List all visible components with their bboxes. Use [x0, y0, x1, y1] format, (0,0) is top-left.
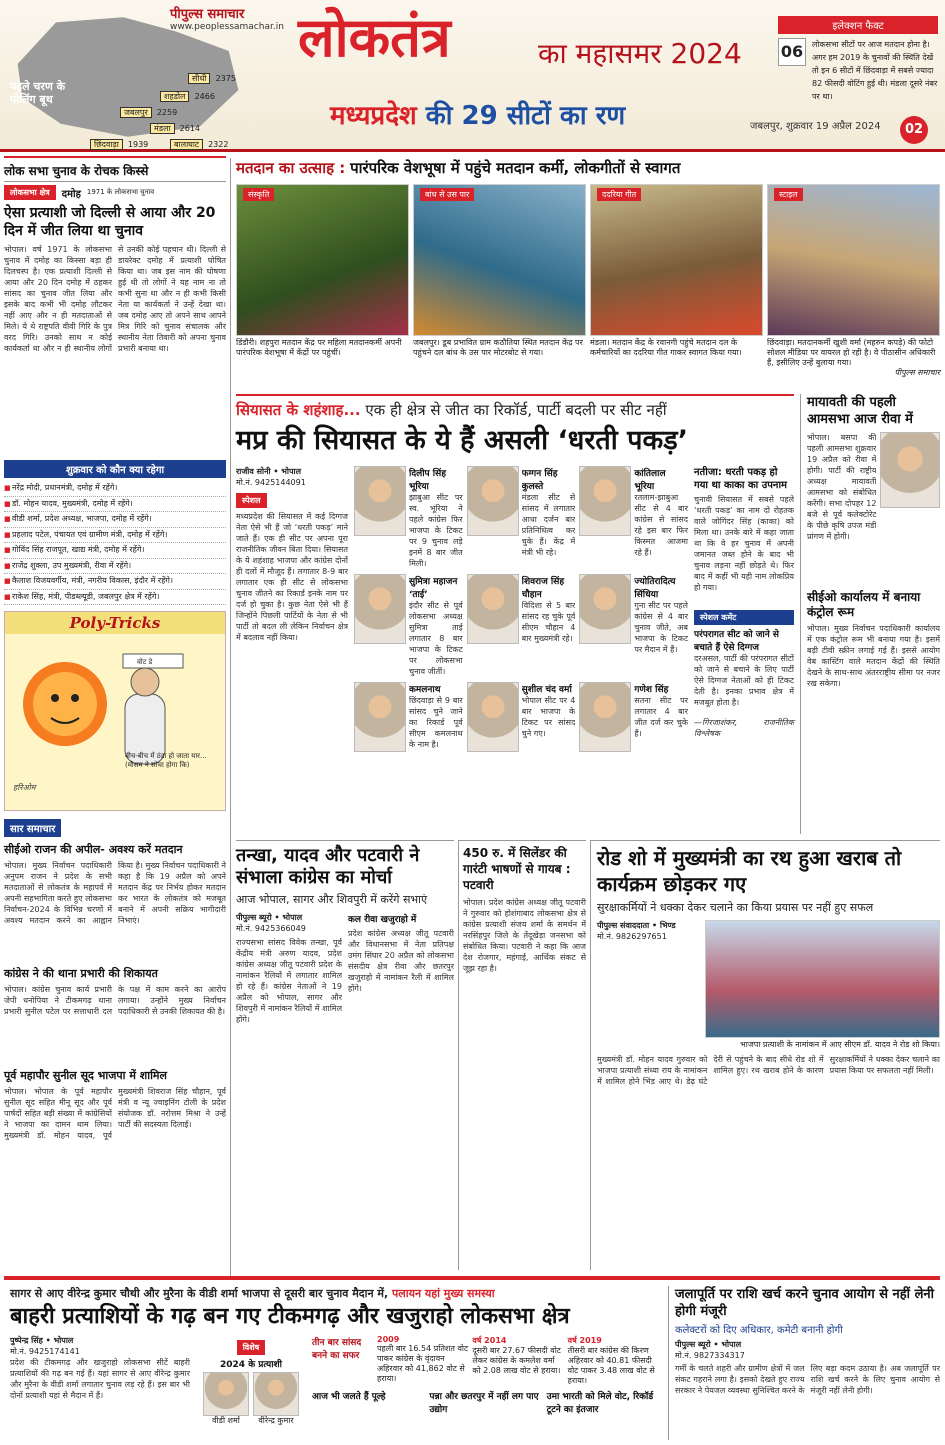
district-count: 2322 — [208, 140, 229, 149]
water-body: गर्मी के चलते शहरी और ग्रामीण क्षेत्रों में जल संकट गहराने लगा है। इसको देखते हुए राज्य सरकार ने पेयजल व्यवस्था सुनिश्चित करने के लिए बड़ा कदम उठाया है। अब जलापूर्ति पर राशि खर्च करने के लिए चुनाव आयोग से मंजूरी नहीं लेनी होगी। — [675, 1364, 940, 1395]
left-section-header — [4, 156, 226, 182]
year-label: 2009 — [377, 1335, 400, 1344]
masthead-strip — [330, 96, 625, 132]
profile-text: रतलाम-झाबुआ सीट से 4 बार कांग्रेस से सांसद रहे इस बार फिर किस्मत आजमा रहे हैं। — [634, 493, 688, 557]
photo-image — [590, 184, 763, 336]
photo-row — [236, 184, 940, 378]
three-times-box — [312, 1335, 660, 1426]
profile-photo — [579, 574, 631, 644]
masthead-subtitle: का महासमर 2024 — [538, 37, 742, 70]
control-room-body: भोपाल। मुख्य निर्वाचन पदाधिकारी कार्यालय में एक कंट्रोल रूम भी बनाया गया है। इसमें बड़ी टीवी स्क्रीन लगाई गई हैं। इससे आयोग वेब कास्टिंग वाले मतदान केंद्रों की स्थिति देखने के साथ-साथ अंतरराष्ट्रीय सीमा पर नजर रख सकेगा। — [807, 624, 940, 688]
road-headline: रोड शो में मुख्यमंत्री का रथ हुआ खराब तो कार्यक्रम छोड़कर गए — [597, 846, 902, 896]
district-count: 2614 — [179, 124, 201, 133]
three-times-headline: तीन बार सांसद बनने का सफर — [312, 1338, 362, 1361]
sood-headline: पूर्व महापौर सुनील सूद भाजपा में शामिल — [4, 1069, 167, 1082]
photo-tag: बांध से उस पार — [420, 188, 474, 201]
strip-rest: की 29 सीटों का रण — [425, 101, 626, 131]
district-count: 1939 — [127, 140, 149, 149]
profile-photo — [354, 466, 406, 536]
profiles-grid — [354, 466, 688, 786]
who-where-list — [4, 481, 226, 605]
year-card — [472, 1335, 564, 1386]
special-comment-tag: स्पेशल कमेंट — [694, 610, 794, 625]
list-item: ■ राजेंद्र शुक्ला, उप मुख्यमंत्री, रीवा में रहेंगे। — [4, 559, 226, 575]
story1-headline: ऐसा प्रत्याशी जो दिल्ली से आया और 20 दिन में जीत लिया था चुनाव — [4, 205, 216, 239]
profile-text: झाबुआ सीट पर स्व. भूरिया ने पहले कांग्रेस फिर भाजपा के टिकट पर 9 चुनाव लड़े इनमें 8 बार जीत मिली। — [409, 493, 463, 568]
profile-photo — [467, 466, 519, 536]
profile-text: मंडला सीट से सांसद में लगातार आधा दर्जन बार प्रतिनिधित्व कर चुके हैं। केंद्र में मंत्री भी रहे। — [521, 493, 576, 557]
profile-name: गणेश सिंह — [634, 685, 669, 695]
sub-heads — [312, 1389, 660, 1415]
panna-headline: पन्ना और छतरपुर में नहीं लग पाए उद्योग — [429, 1392, 539, 1415]
dharti-body — [236, 466, 794, 786]
list-item: ■ वीडी शर्मा, प्रदेश अध्यक्ष, भाजपा, दमोह में रहेंगे। — [4, 512, 226, 528]
right-column — [800, 394, 940, 834]
photo-credit: पीपुल्स समाचार — [894, 368, 940, 377]
profile-card — [467, 574, 576, 678]
control-room-headline: सीईओ कार्यालय में बनाया कंट्रोल रूम — [807, 590, 921, 619]
election-fact-text: लोकसभा सीटों पर आज मतदान होना है। अगर हम 2019 के चुनावों की स्थिति देखें तो इन 6 सीटों में छिंदवाड़ा में सबसे ज्यादा 82 फीसदी वोटिंग हुई थी। मंडला दूसरे नंबर पर था। — [812, 40, 938, 101]
candidate-photos — [196, 1372, 306, 1426]
nageej-column — [694, 466, 794, 786]
district-name: शहडोल — [160, 91, 189, 102]
water-byline: पीपुल्स ब्यूरो • भोपाल — [675, 1340, 742, 1349]
water-subhead: कलेक्टरों को दिए अधिकार, कमेटी बनानी होगी — [675, 1325, 843, 1336]
road-mobile: मो.नं. 9826297651 — [597, 932, 667, 941]
left-column — [4, 156, 226, 1276]
profile-name: ज्योतिरादित्य सिंधिया — [634, 577, 676, 600]
list-item: ■ डॉ. मोहन यादव, मुख्यमंत्री, दमोह में रहेंगे। — [4, 497, 226, 513]
gas-body: भोपाल। प्रदेश कांग्रेस अध्यक्ष जीतू पटवारी ने गुरुवार को होशंगाबाद लोकसभा क्षेत्र से कांग्रेस प्रत्याशी संजय शर्मा के समर्थन में नरसिंहपुर जिले के तेंदूखेड़ा जनसभा को संबोधित किया। पटवारी ने कहा कि आज देश रोजगार, महंगाई, आर्थिक संकट से जूझ रहा है। — [463, 898, 586, 973]
story1-year: 1971 के लोकसभा चुनाव — [86, 188, 155, 196]
list-item: ■ प्रहलाद पटेल, पंचायत एवं ग्रामीण मंत्री, दमोह में रहेंगे। — [4, 528, 226, 544]
district-name: जबलपुर — [120, 107, 152, 118]
photo-card — [767, 184, 940, 378]
ceo-appeal-headline: सीईओ राजन की अपील- अवश्य करें मतदान — [4, 843, 183, 856]
candidate-card — [253, 1372, 299, 1426]
candidate-photo — [203, 1372, 249, 1416]
photo-tag: स्टाइल — [774, 188, 803, 201]
story1-tag: लोकसभा क्षेत्र — [4, 185, 56, 200]
candidates-box — [196, 1335, 306, 1426]
top-photo-story — [236, 158, 940, 388]
road-show-story — [590, 840, 940, 1270]
comment-author: —गिरजाशंकर, राजनीतिक विश्लेषक — [694, 718, 794, 738]
profile-name: सुशील चंद वर्मा — [521, 685, 572, 695]
profile-photo — [579, 682, 631, 752]
road-subhead: सुरक्षाकर्मियों ने धक्का देकर चलाने का किया प्रयास पर नहीं हुए सफल — [597, 901, 874, 914]
story1-meta — [4, 185, 226, 200]
story1-place: दमोह — [61, 188, 81, 200]
photo-caption: मंडला। मतदान केंद्र के रवानगी पहुंचे मतदान दल के कर्मचारियों का ददरिया गीत गाकर स्वागत किया गया। — [590, 338, 742, 357]
list-item: ■ नरेंद्र मोदी, प्रधानमंत्री, दमोह में रहेंगे। — [4, 481, 226, 497]
year-text: पहली बार 16.54 प्रतिशत वोट पाकर कांग्रेस के वृंदावन अहिरवार को 41,862 वोट से हराया। — [377, 1344, 469, 1383]
outsider-headline: बाहरी प्रत्याशियों के गढ़ बन गए टीकमगढ़ और खजुराहो लोकसभा क्षेत्र — [10, 1304, 570, 1329]
election-fact-number: 06 — [778, 38, 806, 66]
outsider-body-row — [10, 1335, 660, 1426]
photo-card — [236, 184, 409, 378]
profile-name: फग्गन सिंह कुलस्ते — [521, 469, 558, 492]
mayawati-photo — [880, 432, 940, 508]
left-section-title: लोक सभा चुनाव के रोचक किस्से — [4, 164, 149, 178]
poly-tricks-title: Poly-Tricks — [5, 612, 225, 634]
candidate-name: वीरेन्द्र कुमार — [258, 1416, 294, 1425]
cartoon-sign: वोट डे — [137, 658, 153, 666]
trio-mobile: मो.नं. 9425366049 — [236, 924, 306, 933]
water-mobile: मो.नं. 9827334317 — [675, 1351, 745, 1360]
trio-col-a — [236, 912, 342, 1218]
profile-card — [354, 574, 463, 678]
congress-complaint-body: भोपाल। कांग्रेस चुनाव कार्य प्रभारी जेपी धनोपिया ने टीकमगढ़ थाना प्रभारी सुनील पटेल पर सत्ताधारी दल के पक्ष में काम करने का आरोप लगाया। उन्होंने मुख्य निर्वाचन पदाधिकारी से उनकी शिकायत की है। — [4, 985, 226, 1016]
special-tag: स्पेशल — [236, 493, 267, 508]
dharti-lead-col — [236, 466, 348, 786]
strip-state: मध्यप्रदेश — [330, 101, 417, 131]
road-byline-col — [597, 920, 699, 1038]
byline: राजीव सोनी • भोपाल — [236, 467, 301, 476]
photo-card — [413, 184, 586, 378]
trio-body: राज्यसभा सांसद विवेक तन्खा, पूर्व केंद्रीय मंत्री अरुण यादव, प्रदेश कांग्रेस अध्यक्ष जीतू पटवारी प्रदेश के नामांकन रैलियों में लगातार शामिल हो रहे हैं। कांग्रेस नेताओं ने 19 अप्रैल को भोपाल, सागर और शिवपुरी में नामांकन रैलियों में शामिल होंगे। — [236, 938, 342, 1024]
year-card — [377, 1335, 469, 1386]
candidate-photo — [253, 1372, 299, 1416]
mayawati-row — [807, 432, 940, 582]
dharti-kicker — [236, 400, 794, 420]
page-number: 02 — [900, 116, 928, 144]
outsider-kicker-red: पलायन यहां मुख्य समस्या — [392, 1287, 495, 1300]
profile-card — [467, 682, 576, 786]
outsider-kicker-row — [10, 1286, 660, 1301]
comment-headline: परंपरागत सीट को जाने से बचाते हैं ऐसे दिग्गज — [694, 630, 779, 653]
candidate-name: वीडी शर्मा — [212, 1416, 240, 1425]
election-fact-tag: इलेक्शन फैक्ट — [778, 16, 938, 34]
trio-subhead: आज भोपाल, सागर और शिवपुरी में करेंगे सभाएं — [236, 893, 428, 906]
dateline: जबलपुर, शुक्रवार 19 अप्रैल 2024 — [750, 121, 881, 132]
profile-text: इंदौर सीट से पूर्व लोकसभा अध्यक्ष सुमित्रा ताई लगातार 8 बार भाजपा के टिकट पर लोकसभा चुनाव जीतीं। — [409, 601, 463, 676]
year-card — [568, 1335, 660, 1386]
mayawati-headline: मायावती की पहली आमसभा आज रीवा में — [807, 395, 913, 427]
photo-tag: ददरिया गीत — [597, 188, 641, 201]
dharti-pakad-story — [236, 394, 794, 834]
district-name: बालाघाट — [170, 139, 203, 150]
khajuraho-body: प्रदेश कांग्रेस अध्यक्ष जीतू पटवारी और विधानसभा में नेता प्रतिपक्ष उमंग सिंघार 20 अप्रैल को लोकसभा संसदीय क्षेत्र रीवा और छतरपुर खजुराहो में नामांकन रैली में शामिल होंगे। — [348, 929, 454, 993]
outsider-col — [10, 1335, 190, 1426]
profile-photo — [467, 574, 519, 644]
gas-headline: 450 रु. में सिलेंडर की गारंटी भाषणों से गायब : पटवारी — [463, 846, 571, 892]
dharti-headline: मप्र की सियासत के ये हैं असली ‘धरती पकड़’ — [236, 425, 688, 456]
profile-card — [579, 682, 688, 786]
photo-image — [767, 184, 940, 336]
ceo-appeal-body: भोपाल। मुख्य निर्वाचन पदाधिकारी अनुपम राजन ने प्रदेश के सभी मतदाताओं से लोकतंत्र के महापर्व में अपनी सहभागिता करते हुए लोकसभा निर्वाचन-2024 के विभिन्न चरणों में अवश्य मतदान करने का आह्वान किया है। मुख्य निर्वाचन पदाधिकारी ने कहा है कि 19 अप्रैल को अपने मतदान केंद्र पर निर्भय होकर मतदान कर भारत के लोकतंत्र को मजबूत बनाने में अपनी सक्रिय भागीदारी निभाएं। — [4, 861, 226, 925]
map-label: पहले चरण के पोलिंग बूथ — [10, 80, 66, 106]
profile-photo — [467, 682, 519, 752]
list-item: ■ कैलाश विजयवर्गीय, मंत्री, नगरीय विकास, इंदौर में रहेंगे। — [4, 574, 226, 590]
cartoon-box — [4, 611, 226, 811]
cartoon-bubble: बीच-बीच में ठंडा हो जाता यार... (मौसम ने सोचा होगा कि) — [125, 752, 207, 769]
district-name: सीधी — [188, 73, 210, 84]
photo-tag: संस्कृति — [243, 188, 274, 201]
water-story — [668, 1286, 940, 1440]
trio-columns — [236, 912, 454, 1218]
profile-name: दिलीप सिंह भूरिया — [409, 469, 446, 492]
comment-body: दरअसल, पार्टी की परंपरागत सीटों को जाने से बचाने के लिए पार्टी ऐसे दिग्गज नेताओं को ही टिकट देती है। इनका प्रभाव क्षेत्र में मजबूत होता है। — [694, 654, 794, 707]
bottom-divider — [4, 1276, 940, 1280]
water-headline: जलापूर्ति पर राशि खर्च करने चुनाव आयोग से नहीं लेनी होगी मंजूरी — [675, 1287, 934, 1319]
congress-complaint-headline: कांग्रेस ने की थाना प्रभारी की शिकायत — [4, 967, 158, 980]
profile-card — [579, 466, 688, 570]
mayawati-body: भोपाल। बसपा की पहली आमसभा शुक्रवार 19 अप्रैल को रीवा में होगी। पार्टी की राष्ट्रीय अध्यक्ष मायावती आमसभा को संबोधित करेंगी। सभा दोपहर 12 बजे से पूर्व कलेक्टोरेट के पीछे कृषि उपज मंडी प्रांगण में होगी। — [807, 433, 877, 541]
photo-image — [236, 184, 409, 336]
profile-name: सुमित्रा महाजन ‘ताई’ — [409, 577, 458, 600]
profile-name: कमलनाथ — [409, 685, 441, 695]
profile-photo — [354, 682, 406, 752]
cartoonist-name: हरिओम — [13, 783, 36, 792]
brand-url[interactable]: www.peoplessamachar.in — [170, 22, 284, 32]
who-where-header: शुक्रवार को कौन क्या रहेगा — [4, 460, 226, 478]
profile-card — [467, 466, 576, 570]
outsider-body: प्रदेश की टीकमगढ़ और खजुराहो लोकसभा सीटें बाहरी प्रत्याशियों की गढ़ बन गई हैं। यहां सागर से आए वीरेन्द्र कुमार और मुरैना के वीडी शर्मा लगातार चुनाव लड़ रहे हैं। इस बार भी दोनों प्रत्याशी यहां से मैदान में हैं। — [10, 1358, 190, 1400]
year-label: वर्ष 2019 — [567, 1336, 602, 1345]
top-headline-row — [236, 158, 940, 178]
brand-logo[interactable]: पीपुल्स समाचार — [170, 7, 245, 22]
dharti-lead: मध्यप्रदेश की सियासत में कई दिग्गज नेता ऐसे भी हैं जो ‘धरती पकड़’ माने जाते हैं। एक ही सीट पर अपना पूरा राजनीतिक जीवन बिता दिया। सियासत के ये शहंशाह भाजपा और कांग्रेस दोनों ही दलों में मौजूद हैं। लगातार 8-9 बार लगातार एक ही सीट से लोकसभा चुनाव जीतने का रिकार्ड इनके नाम पर दर्ज हो चुका है। कुछ नेता ऐसे भी हैं जिन्होंने पिछली पार्टियों के नेता से भी पार्टी तो बदल ली लेकिन निर्वाचन क्षेत्र में बदलाव नहीं किया। — [236, 512, 348, 642]
year-label: वर्ष 2014 — [472, 1336, 507, 1345]
road-show-photo — [705, 920, 940, 1038]
profile-card — [354, 682, 463, 786]
profile-photo — [579, 466, 631, 536]
outsider-kicker: सागर से आए वीरेन्द्र कुमार चौथी और मुरैना के वीडी शर्मा भाजपा से दूसरी बार चुनाव मैदान में, — [10, 1287, 389, 1300]
district-name: छिंदवाड़ा — [90, 139, 123, 150]
pureya-headline: आज भी जलते हैं पूल्हे — [312, 1392, 386, 1402]
profile-card — [579, 574, 688, 678]
trio-headline: तन्खा, यादव और पटवारी ने संभाला कांग्रेस का मोर्चा — [236, 845, 420, 888]
profile-text: छिंदवाड़ा से 9 बार सांसद चुने जाने का रिकार्ड पूर्व सीएम कमलनाथ के नाम है। — [409, 696, 463, 749]
masthead-title: लोकतंत्र — [298, 6, 451, 69]
road-byline: पीपुल्स संवाददाता • भिण्ड — [597, 921, 676, 930]
masthead — [0, 0, 945, 152]
photo-caption: जबलपुर। डूब प्रभावित ग्राम कठौतिया स्थित मतदान केंद्र पर पहुंचने दल बांध के उस पार मोटरबोट से गया। — [413, 338, 583, 357]
profile-photo — [354, 574, 406, 644]
year-text: तीसरी बार कांग्रेस की किरण अहिरवार को 40.81 फीसदी वोट पाकर 3.48 लाख वोट से हराया। — [567, 1346, 655, 1385]
khajuraho-headline: कल रीवा खजुराहो में — [348, 915, 417, 925]
road-byline-row — [597, 920, 940, 1038]
district-count: 2375 — [215, 74, 236, 83]
district-count: 2466 — [194, 92, 215, 101]
profile-name: कांतिलाल भूरिया — [634, 469, 666, 492]
year-text: दूसरी बार 27.67 फीसदी वोट लेकर कांग्रेस के कमलेश वर्मा को 2.08 लाख वोट से हराया। — [472, 1346, 561, 1375]
profile-name: शिवराज सिंह चौहान — [521, 577, 565, 600]
photo-image — [413, 184, 586, 336]
profile-text: सतना सीट पर लगातार 4 बार जीत दर्ज कर चुके हैं। — [634, 696, 688, 738]
profile-card — [354, 466, 463, 570]
list-item: ■ गोविंद सिंह राजपूत, खाद्य मंत्री, दमोह में रहेंगे। — [4, 543, 226, 559]
outsider-byline: पुष्पेन्द्र सिंह • भोपाल — [10, 1336, 74, 1345]
cartoon-illustration — [5, 634, 227, 810]
trio-col-b — [348, 912, 454, 1218]
district-name: मंडला — [150, 123, 175, 134]
photo-caption: डिंडौरी। शहपुरा मतदान केंद्र पर महिला मतदानकर्मी अपनी पारंपरिक वेशभूषा में केंद्रों पर पहुंचीं। — [236, 338, 402, 357]
sar-samachar-header: सार समाचार — [4, 819, 61, 837]
list-item: ■ राकेश सिंह, मंत्री, पीडब्ल्यूडी, जबलपुर क्षेत्र में रहेंगे। — [4, 590, 226, 606]
profile-text: भोपाल सीट पर 4 बार भाजपा के टिकट पर सांसद चुने गए। — [521, 696, 576, 738]
top-headline: पारंपरिक वेशभूषा में पहुंचे मतदान कर्मी, लोकगीतों से स्वागत — [350, 159, 681, 177]
photo-caption: छिंदवाड़ा। मतदानकर्मी खुशी वर्मा (महरुन कपड़े) की फोटो सोशल मीडिया पर वायरल हो रही है। वे पीठासीन अधिकारी हैं, इसीलिए उन्हें बुलाया गया। — [767, 338, 936, 367]
road-caption: भाजपा प्रत्याशी के नामांकन में आए सीएम डॉ. यादव ने रोड शो किया। — [740, 1040, 940, 1049]
vishesh-tag: विशेष — [237, 1340, 266, 1355]
kicker-red: सियासत के शहंशाह... — [236, 401, 361, 419]
nageej-headline: नतीजा: धरती पकड़ हो गया था काका का उपनाम — [694, 467, 788, 491]
kicker-rest: एक ही क्षेत्र से जीत का रिकॉर्ड, पार्टी बदली पर सीट नहीं — [365, 401, 667, 419]
column-divider — [230, 158, 231, 1276]
photo-card — [590, 184, 763, 378]
outsider-story — [10, 1286, 660, 1440]
district-count: 2259 — [156, 108, 178, 117]
mobile: मो.नं. 9425144091 — [236, 478, 306, 487]
nageej-body: चुनावी सियासत में सबसे पहले ‘धरती पकड़’ का नाम दो रोहतक वाले जोगिंदर सिंह (काका) को मिला था। उनके बारे में कहा जाता था कि वे हर चुनाव में अपनी जमानत जब्त होने के बाद भी चुनाव लड़ना नहीं छोड़ते थे। फिर बाद में कहीं भी यही नाम लोकप्रिय हो गया। — [694, 495, 794, 592]
sood-body: भोपाल। भोपाल के पूर्व महापौर सुनील सूद सहित मीनू सूद और पूर्व पार्षदों सहित बड़ी संख्या में कांग्रेसियों ने भाजपा का दामन थाम लिया। मुख्यमंत्री डॉ. मोहन यादव, पूर्व मुख्यमंत्री शिवराज सिंह चौहान, पूर्व मंत्री व न्यू ज्वाइनिंग टोली के प्रदेश संयोजक डॉ. नरोत्तम मिश्रा ने उन्हें पार्टी की सदस्यता दिलाई। — [4, 1087, 226, 1140]
top-label: मतदान का उत्साह : — [236, 159, 346, 177]
profile-text: विदिशा से 5 बार सांसद रह चुके पूर्व सीएम चौहान 4 बार मुख्यमंत्री रहे। — [521, 601, 576, 643]
candidate-card — [203, 1372, 249, 1426]
trio-byline: पीपुल्स ब्यूरो • भोपाल — [236, 913, 303, 922]
congress-front-story — [236, 840, 454, 1270]
outsider-mobile: मो.नं. 9425174141 — [10, 1347, 80, 1356]
road-body: मुख्यमंत्री डॉ. मोहन यादव गुरुवार को भाजपा प्रत्याशी संध्या राय के नामांकन में शामिल होने भिंड आए थे। डेढ़ घंटे देरी से पहुंचने के बाद सीधे रोड शो में शामिल हुए। रथ खराब होने के कारण सुरक्षाकर्मियों ने धक्का देकर चलाने का प्रयास किया पर सफलता नहीं मिली। — [597, 1055, 940, 1086]
uma-headline: उमा भारती को मिले वोट, रिकॉर्ड टूटने का इंतजार — [546, 1392, 654, 1415]
years-row — [312, 1335, 660, 1386]
gas-story — [458, 840, 586, 1270]
profile-text: गुना सीट पर पहले कांग्रेस से 4 बार चुनाव जीते, अब भाजपा के टिकट पर मैदान में हैं। — [634, 601, 688, 654]
candidates-headline: 2024 के प्रत्याशी — [220, 1360, 282, 1370]
story1-body: भोपाल। वर्ष 1971 के लोकसभा चुनाव में दमोह का किस्सा बड़ा ही दिलचस्प है। एक प्रत्याशी दिल्ली से आया और 20 दिन दमोह में ठहकर सांसद का चुनाव जीत लिया और इसके बाद कभी भी दमोह लौटकर नहीं आए और न ही मतदाताओं से मिले। ये थे राष्ट्रपति वीवी गिरि के पुत्र वरद गिरि। उनको साथ न कोई कार्यकर्ता था और न ही स्थानीय लोगों से उनकी कोई पहचान थी। दिल्ली से डायरेक्ट दमोह में प्रत्याशी घोषित किया था। जब इस नाम की घोषणा हुई थी तो लोगों ने यह नाम ना तो कभी सुना था और न ही कभी किसी नेता या कार्यकर्ता ने उन्हें देखा था। जब दमोह आए तो अपने साथ आपने मित्र गिरि को चुनाव संचालक और स्थानीय नेता तिवारी को अपना चुनाव प्रभारी बनाया था। — [4, 245, 226, 353]
